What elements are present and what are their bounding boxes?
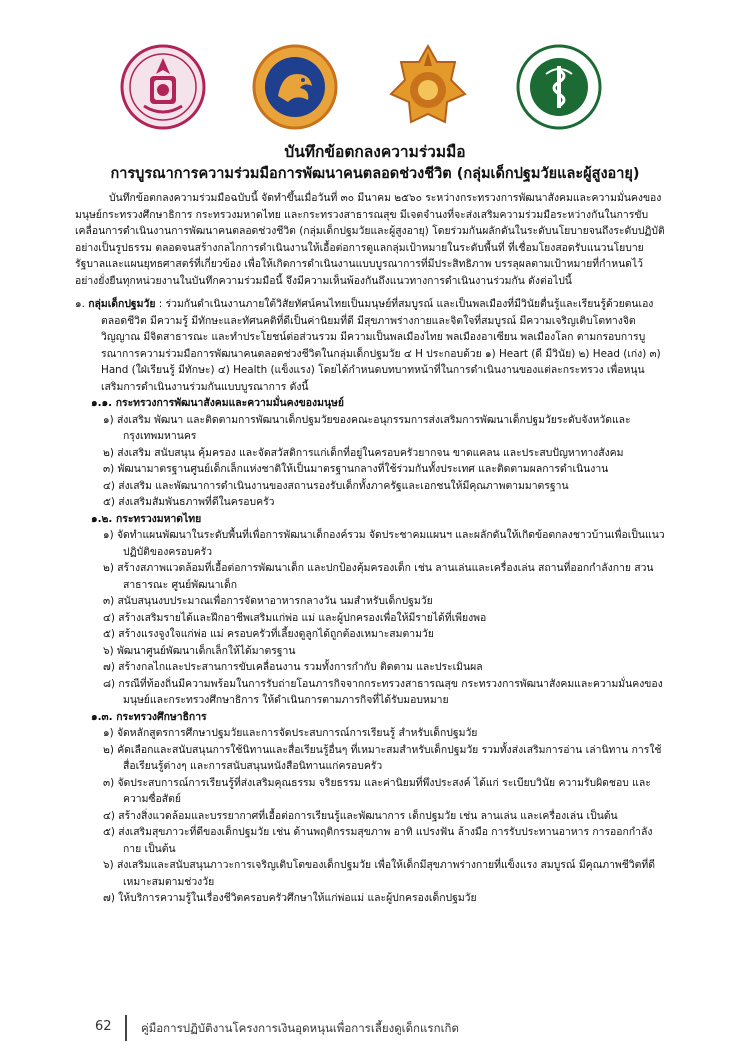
intro-paragraph: บันทึกข้อตกลงความร่วมมือฉบับนี้ จัดทำขึ้นเมื่อวันที่ ๓๐ มีนาคม ๒๕๖๐ ระหว่างกระทรวงการพัฒนาสังคมและความมั่นคงของมนุษย์กระทรวงศึกษาธิการ กระทรวงมหาดไทย และกระทรวงสาธารณสุข มีเจตจำนงที่จะส่งเสริมความร่วมมือระหว่างกันในการขับเคลื่อนการดำเนินงานการพัฒนาคนตลอดช่วงชีวิต (กลุ่มเด็กปฐมวัยและผู้สูงอายุ) โดยร่วมกันผลักดันในระดับนโยบายจนถึงระดับปฏิบัติอย่างเป็นรูปธรรม ตลอดจนสร้างกลไกการดำเนินงานให้เอื้อต่อการดูแลกลุ่มเป้าหมายในระดับพื้นที่ ที่เชื่อมโยงสอดรับแนวนโยบายรัฐบาลและแผนยุทธศาสตร์ที่เกี่ยวข้อง เพื่อให้เกิดการดำเนินงานแบบบูรณาการที่มีประสิทธิภาพ บรรลุผลตามเป้าหมายที่กำหนดไว้อย่างยั่งยืนทุกหน่วยงานในบันทึกความร่วมมือนี้ จึงมีความเห็นพ้องกันถึงแนวทางการดำเนินงานร่วมกัน ดังต่อไปนี้ [75,192,665,287]
list-item: ๕) ส่งเสริมสัมพันธภาพที่ดีในครอบครัว [103,496,275,508]
item-1-heading: กลุ่มเด็กปฐมวัย [88,298,156,310]
list-item: ๑) จัดทำแผนพัฒนาในระดับพื้นที่เพื่อการพัฒนาเด็กองค์รวม จัดประชาคมแผนฯ และผลักดันให้เกิดข้อตกลงชาวบ้านเพื่อเป็นแนวปฏิบัติของครอบครัว [103,529,665,558]
page-footer [95,1015,655,1041]
page-number: 62 [95,1019,112,1034]
list-item: ๗) ให้บริการความรู้ในเรื่องชีวิตครอบครัวศึกษาให้แก่พ่อแม่ และผู้ปกครองเด็กปฐมวัย [103,892,477,904]
list-item: ๓) สนับสนุนงบประมาณเพื่อการจัดหาอาหารกลางวัน นมสำหรับเด็กปฐมวัย [103,595,433,607]
document-title: บันทึกข้อตกลงความร่วมมือ [284,143,466,161]
document-body [75,190,665,907]
list-item: ๕) สร้างแรงจูงใจแก่พ่อ แม่ ครอบครัวที่เลี้ยงดูลูกได้ถูกต้องเหมาะสมตามวัย [103,628,434,640]
title-block [70,141,680,185]
item-1-early-childhood [75,296,665,395]
footer-divider [125,1015,127,1041]
list-item: ๓) พัฒนามาตรฐานศูนย์เด็กเล็กแห่งชาติให้เป็นมาตรฐานกลางที่ใช้ร่วมกันทั้งประเทศ และติดตามผลการดำเนินงาน [103,463,609,475]
item-1-number: ๑. [75,298,85,310]
section-title: ๑.๒. กระทรวงมหาดไทย [91,512,202,525]
list-item: ๕) ส่งเสริมสุขภาวะที่ดีของเด็กปฐมวัย เช่น ด้านพฤติกรรมสุขภาพ อาทิ แปรงฟัน ล้างมือ การรับประทานอาหาร การออกกำลังกาย เป็นต้น [103,826,653,855]
education-ministry-seal-icon [385,44,471,130]
list-item: ๖) พัฒนาศูนย์พัฒนาเด็กเล็กให้ได้มาตรฐาน [103,644,296,657]
section-title: ๑.๓. กระทรวงศึกษาธิการ [91,710,207,723]
section-title: ๑.๑. กระทรวงการพัฒนาสังคมและความมั่นคงของมนุษย์ [91,397,344,409]
section-list [103,412,665,511]
list-item: ๒) คัดเลือกและสนับสนุนการใช้นิทานและสื่อเรียนรู้อื่นๆ ที่เหมาะสมสำหรับเด็กปฐมวัย รวมทั้งส่งเสริมการอ่าน เล่านิทาน การใช้สื่อเรียนรู้ต่างๆ และการสนับสนุนหนังสือนิทานแก่ครอบครัว [103,743,662,772]
section-list [103,527,665,709]
list-item: ๗) สร้างกลไกและประสานการขับเคลื่อนงาน รวมทั้งการกำกับ ติดตาม และประเมินผล [103,661,483,673]
section-list [103,725,665,907]
public-health-seal-icon [516,44,602,130]
list-item: ๔) สร้างเสริมรายได้และฝึกอาชีพเสริมแก่พ่อ แม่ และผู้ปกครองเพื่อให้มีรายได้ที่เพียงพอ [103,611,487,624]
item-1-text: : ร่วมกันดำเนินงานภายใต้วิสัยทัศน์คนไทยเป็นมนุษย์ที่สมบูรณ์ และเป็นพลเมืองที่มีวินัยตื่นรู้และเรียนรู้ด้วยตนเองตลอดชีวิต มีความรู้ มีทักษะและทัศนคติที่ดีเป็นค่านิยมที่ดี มีสุขภาพร่างกายและจิตใจที่สมบูรณ์ มีความเจริญเติบโตทางจิตวิญญาณ มีจิตสาธารณะ และทำประโยชน์ต่อส่วนรวม มีความเป็นพลเมืองไทย พลเมืองอาเซียน พลเมืองโลก ตามกรอบการบูรณาการความร่วมมือการพัฒนาคนตลอดช่วงชีวิตในกลุ่มเด็กปฐมวัย ๔ H ประกอบด้วย ๑) Heart (ดี มีวินัย) ๒) Head (เก่ง) ๓) Hand (ใฝ่เรียนรู้ มีทักษะ) ๔) Health (แข็งแรง) โดยได้กำหนดบทบาทหน้าที่ในการดำเนินงานของแต่ละกระทรวง เพื่อหนุนเสริมการดำเนินงานร่วมกันแบบบูรณาการ ดังนี้ [101,298,661,393]
list-item: ๘) กรณีที่ท้องถิ่นมีความพร้อมในการรับถ่ายโอนภารกิจจากกระทรวงสาธารณสุข กระทรวงการพัฒนาสังคมและความมั่นคงของมนุษย์และกระทรวงศึกษาธิการ ให้ดำเนินการตามภารกิจที่ได้รับมอบหมาย [103,677,663,706]
list-item: ๔) ส่งเสริม และพัฒนาการดำเนินงานของสถานรองรับเด็กทั้งภาครัฐและเอกชนให้มีคุณภาพตามมาตรฐาน [103,479,569,492]
document-subtitle: การบูรณาการความร่วมมือการพัฒนาคนตลอดช่วงชีวิต (กลุ่มเด็กปฐมวัยและผู้สูงอายุ) [110,166,640,182]
list-item: ๓) จัดประสบการณ์การเรียนรู้ที่ส่งเสริมคุณธรรม จริยธรรม และค่านิยมที่พึงประสงค์ ได้แก่ ระเบียบวินัย ความรับผิดชอบ และความซื่อสัตย์ [103,776,651,805]
list-item: ๒) สร้างสภาพแวดล้อมที่เอื้อต่อการพัฒนาเด็ก และปกป้องคุ้มครองเด็ก เช่น ลานเล่นและเครื่องเล่น สถานที่ออกกำลังกาย สวนสาธารณะ ศูนย์พัฒนาเด็ก [103,562,654,591]
list-item: ๑) ส่งเสริม พัฒนา และติดตามการพัฒนาเด็กปฐมวัยของคณะอนุกรรมการส่งเสริมการพัฒนาเด็กปฐมวัยระดับจังหวัดและกรุงเทพมหานคร [103,413,631,442]
list-item: ๑) จัดหลักสูตรการศึกษาปฐมวัยและการจัดประสบการณ์การเรียนรู้ สำหรับเด็กปฐมวัย [103,727,478,739]
footer-title: คู่มือการปฏิบัติงานโครงการเงินอุดหนุนเพื่อการเลี้ยงดูเด็กแรกเกิด [141,1021,459,1035]
logo-row [0,44,750,130]
list-item: ๔) สร้างสิ่งแวดล้อมและบรรยากาศที่เอื้อต่อการเรียนรู้และพัฒนาการ เด็กปฐมวัย เช่น ลานเล่น และเครื่องเล่น เป็นต้น [103,809,618,822]
list-item: ๒) ส่งเสริม สนับสนุน คุ้มครอง และจัดสวัสดิการแก่เด็กที่อยู่ในครอบครัวยากจน ขาดแคลน และประสบปัญหาทางสังคม [103,446,624,459]
royal-emblem-icon [120,44,206,130]
list-item: ๖) ส่งเสริมและสนับสนุนภาวะการเจริญเติบโตของเด็กปฐมวัย เพื่อให้เด็กมีสุขภาพร่างกายที่แข็งแรง สมบูรณ์ มีคุณภาพชีวิตที่ดี เหมาะสมตามช่วงวัย [103,859,656,888]
interior-ministry-seal-icon [252,44,338,130]
